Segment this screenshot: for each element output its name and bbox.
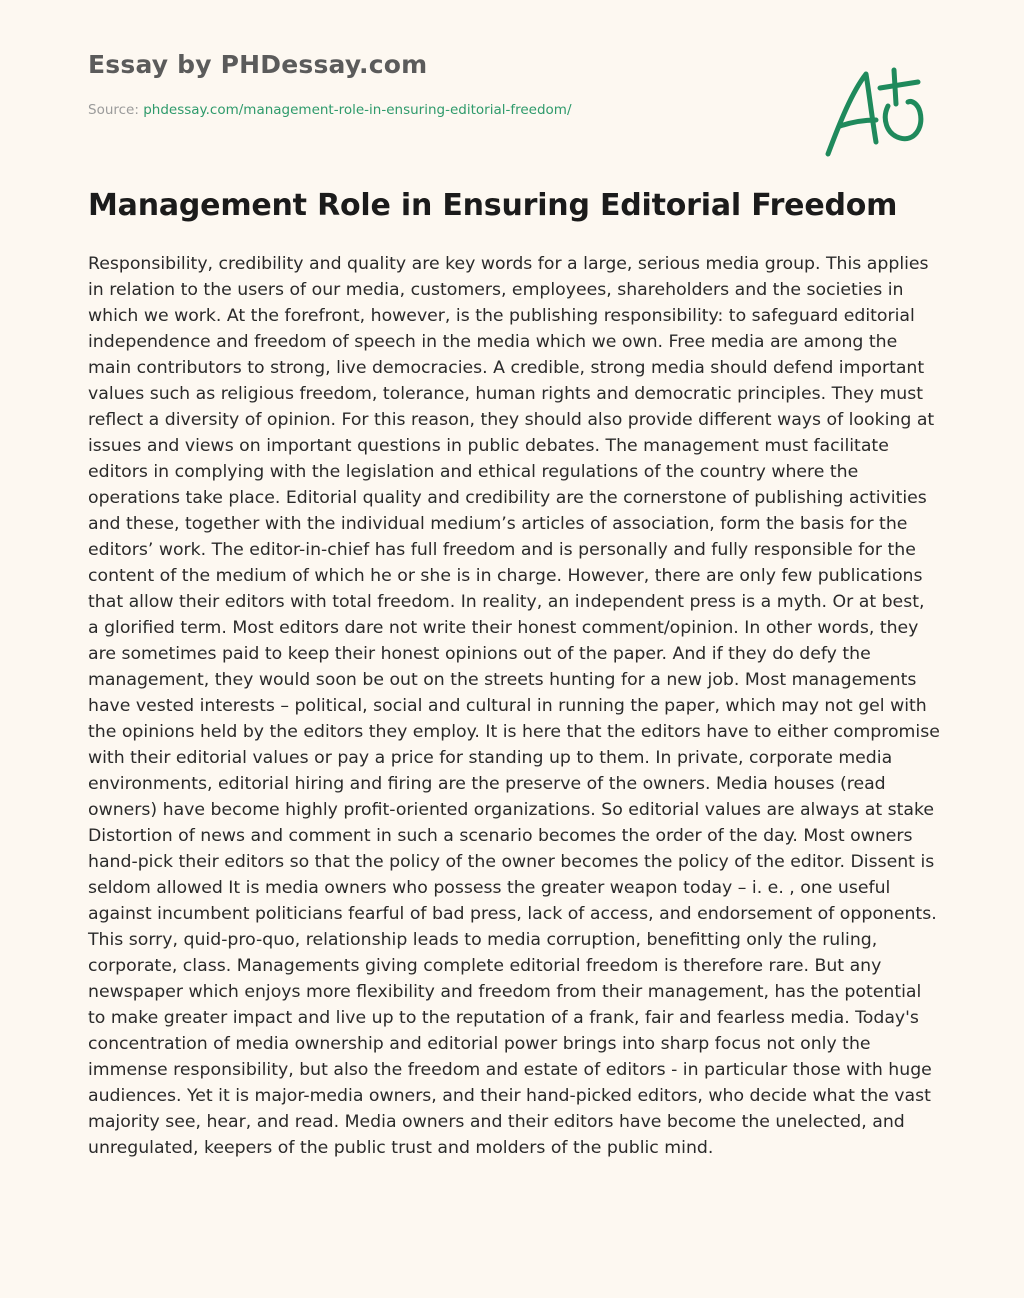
source-link[interactable]: phdessay.com/management-role-in-ensuring-editorial-freedom/ <box>143 102 572 118</box>
a-plus-logo <box>822 62 932 162</box>
site-title: Essay by PHDessay.com <box>88 50 428 79</box>
source-line <box>88 102 572 118</box>
page-title: Management Role in Ensuring Editorial Freedom <box>88 188 898 223</box>
a-plus-logo-icon <box>822 62 932 162</box>
source-label: Source: <box>88 102 144 118</box>
essay-body-text: Responsibility, credibility and quality are key words for a large, serious media group. This applies in relation to the users of our media, customers, employees, shareholders and the societies in which we work. At the forefront, however, is the publishing responsibility: to safeguard editorial independence and freedom of speech in the media which we own. Free media are among the main contributors to strong, live democracies. A credible, strong media should defend important values such as religious freedom, tolerance, human rights and democratic principles. They must reflect a diversity of opinion. For this reason, they should also provide different ways of looking at issues and views on important questions in public debates. The management must facilitate editors in complying with the legislation and ethical regulations of the country where the operations take place. Editorial quality and credibility are the cornerstone of publishing activities and these, together with the individual medium’s articles of association, form the basis for the editors’ work. The editor-in-chief has full freedom and is personally and fully responsible for the content of the medium of which he or she is in charge. However, there are only few publications that allow their editors with total freedom. In reality, an independent press is a myth. Or at best, a glorified term. Most editors dare not write their honest comment/opinion. In other words, they are sometimes paid to keep their honest opinions out of the paper. And if they do defy the management, they would soon be out on the streets hunting for a new job. Most managements have vested interests – political, social and cultural in running the paper, which may not gel with the opinions held by the editors they employ. It is here that the editors have to either compromise with their editorial values or pay a price for standing up to them. In private, corporate media environments, editorial hiring and firing are the preserve of the owners. Media houses (read owners) have become highly profit-oriented organizations. So editorial values are always at stake Distortion of news and comment in such a scenario becomes the order of the day. Most owners hand-pick their editors so that the policy of the owner becomes the policy of the editor. Dissent is seldom allowed It is media owners who possess the greater weapon today – i. e. , one useful against incumbent politicians fearful of bad press, lack of access, and endorsement of opponents. This sorry, quid-pro-quo, relationship leads to media corruption, benefitting only the ruling, corporate, class. Managements giving complete editorial freedom is therefore rare. But any newspaper which enjoys more flexibility and freedom from their management, has the potential to make greater impact and live up to the reputation of a frank, fair and fearless media. Today's concentration of media ownership and editorial power brings into sharp focus not only the immense responsibility, but also the freedom and estate of editors - in particular those with huge audiences. Yet it is major-media owners, and their hand-picked editors, who decide what the vast majority see, hear, and read. Media owners and their editors have become the unelected, and unregulated, keepers of the public trust and molders of the public mind. <box>88 254 940 1158</box>
